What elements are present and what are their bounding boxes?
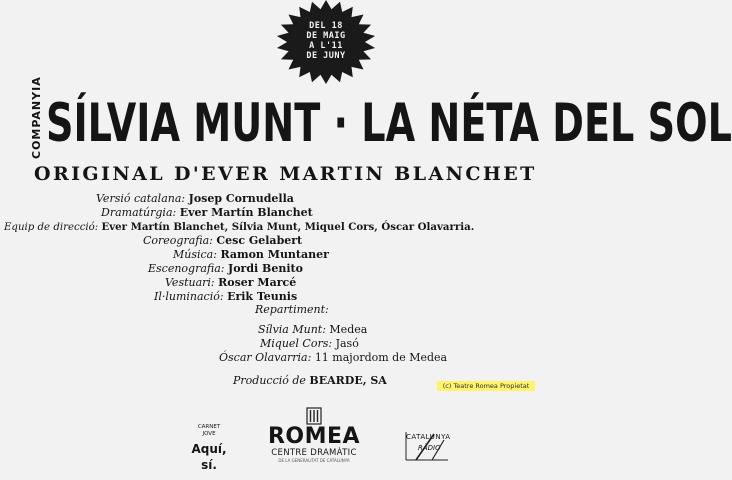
credit-value: Jordi Benito: [228, 262, 303, 275]
carnet-slogan: Aquí, sí.: [191, 442, 227, 472]
show-title: SÍLVIA MUNT · LA NÉTA DEL SOL: [46, 93, 732, 154]
production-line: [233, 374, 387, 388]
cast-actor: Óscar Olavarria:: [219, 351, 312, 364]
cast-actor: Miquel Cors:: [260, 337, 333, 350]
catalunya-radio-logo: [404, 430, 454, 464]
cast-heading: Repartiment:: [255, 303, 329, 316]
copyright-label: (c) Teatre Romea Propietat: [437, 381, 535, 391]
credit-value: Josep Cornudella: [188, 192, 294, 205]
badge-line-4: DE JUNY: [306, 51, 346, 61]
carnet-label-1: CARNET: [197, 424, 221, 430]
carnet-jove-logo: [186, 424, 232, 472]
radio-text: RÀDIO: [418, 444, 441, 452]
credits-block: [0, 192, 619, 302]
date-badge: [270, 2, 382, 88]
credit-label: Música:: [173, 248, 217, 261]
credit-value: Ever Martín Blanchet, Sílvia Munt, Miquel Cors, Óscar Olavarria.: [101, 221, 475, 233]
credit-label: Versió catalana:: [96, 192, 186, 205]
romea-subtitle: CENTRE DRAMÀTIC: [271, 448, 357, 458]
romea-emblem-icon: [307, 408, 321, 424]
credit-label: Coreografia:: [143, 234, 213, 247]
badge-line-3: A L'11: [309, 41, 343, 51]
credit-label: Dramatúrgia:: [101, 206, 177, 219]
catalunya-text: CATALUNYA: [406, 433, 451, 441]
cast-block: [0, 303, 619, 383]
credit-label: Il·luminació:: [154, 290, 224, 303]
production-company: BEARDE, SA: [309, 374, 387, 387]
romea-generalitat: DE LA GENERALITAT DE CATALUNYA: [278, 458, 350, 463]
badge-line-2: DE MAIG: [306, 31, 346, 41]
credit-value: Erik Teunis: [227, 290, 298, 303]
credit-value: Cesc Gelabert: [216, 234, 303, 247]
production-label: Producció de: [233, 374, 306, 387]
romea-logo: [262, 408, 366, 466]
credit-label: Equip de direcció:: [4, 222, 99, 233]
credit-label: Vestuari:: [165, 276, 215, 289]
credit-value: Roser Marcé: [218, 276, 297, 289]
cast-actor: Sílvia Munt:: [258, 323, 326, 336]
cast-member: [260, 337, 359, 351]
company-label: COMPANYIA: [30, 76, 43, 159]
credit-value: Ever Martín Blanchet: [179, 206, 313, 219]
carnet-label-2: JOVE: [202, 431, 216, 437]
cast-member: [219, 351, 447, 365]
show-subtitle: ORIGINAL D'EVER MARTIN BLANCHET: [34, 163, 537, 185]
credit-value: Ramon Muntaner: [220, 248, 329, 261]
cast-role: 11 majordom de Medea: [314, 351, 448, 364]
badge-line-1: DEL 18: [309, 21, 343, 31]
cast-member: [258, 323, 367, 337]
romea-name: ROMEA: [267, 424, 361, 449]
cast-role: Jasó: [335, 337, 359, 350]
cast-role: Medea: [329, 323, 368, 336]
credit-label: Escenografia:: [148, 262, 225, 275]
